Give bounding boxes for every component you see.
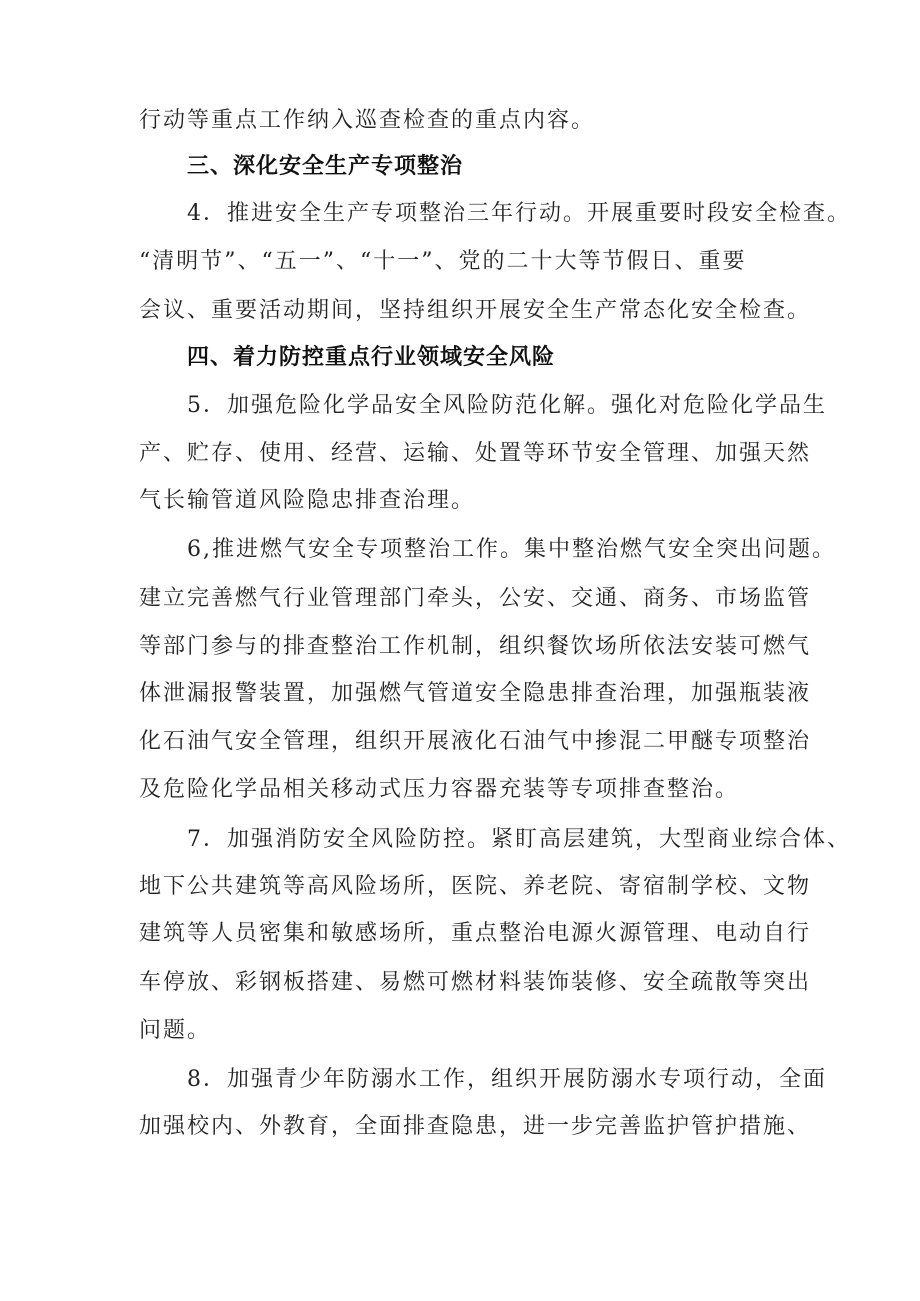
paragraph-6-line: 化石油气安全管理，组织开展液化石油气中掺混二甲醚专项整治	[139, 729, 812, 754]
paragraph-7-line: 7．加强消防安全风险防控。紧盯高层建筑，大型商业综合体、	[187, 827, 851, 852]
section-heading-4: 四、着力防控重点行业领域安全风险	[187, 345, 556, 370]
body-line: 行动等重点工作纳入巡查检查的重点内容。	[139, 108, 596, 133]
paragraph-7-line: 问题。	[139, 1018, 212, 1043]
paragraph-8-line: 8．加强青少年防溺水工作，组织开展防溺水专项行动，全面	[187, 1067, 827, 1092]
paragraph-4-line: 4．推进安全生产专项整治三年行动。开展重要时段安全检查。	[187, 201, 851, 226]
paragraph-6-line: 及危险化学品相关移动式压力容器充装等专项排查整治。	[139, 777, 740, 802]
paragraph-7-line: 地下公共建筑等高风险场所，医院、养老院、寄宿制学校、文物	[139, 874, 812, 899]
paragraph-7-line: 车停放、彩钢板搭建、易燃可燃材料装饰装修、安全疏散等突出	[139, 970, 812, 995]
paragraph-6-line: 体泄漏报警装置，加强燃气管道安全隐患排查治理，加强瓶装液	[139, 681, 812, 706]
paragraph-5-line: 产、贮存、使用、经营、运输、处置等环节安全管理、加强天然	[139, 441, 812, 466]
paragraph-4-line: 会议、重要活动期间，坚持组织开展安全生产常态化安全检查。	[139, 298, 812, 323]
paragraph-6-line: 建立完善燃气行业管理部门牵头，公安、交通、商务、市场监管	[139, 586, 812, 611]
paragraph-5-line: 5．加强危险化学品安全风险防范化解。强化对危险化学品生	[187, 393, 827, 418]
paragraph-7-line: 建筑等人员密集和敏感场所，重点整治电源火源管理、电动自行	[139, 921, 812, 946]
paragraph-5-line: 气长输管道风险隐忠排查治理。	[139, 488, 476, 513]
section-heading-3: 三、深化安全生产专项整治	[187, 154, 464, 179]
paragraph-6-line: 6,推进燃气安全专项整治工作。集中整治燃气安全突出问题。	[187, 537, 836, 562]
paragraph-8-line: 加强校内、外教育，全面排查隐患，进一步完善监护管护措施、	[139, 1114, 812, 1139]
paragraph-6-line: 等部门参与的排查整治工作机制，组织餐饮场所依法安装可燃气	[139, 634, 812, 659]
paragraph-4-line: “清明节”、“五一”、“十一”、党的二十大等节假日、重要	[139, 249, 747, 274]
